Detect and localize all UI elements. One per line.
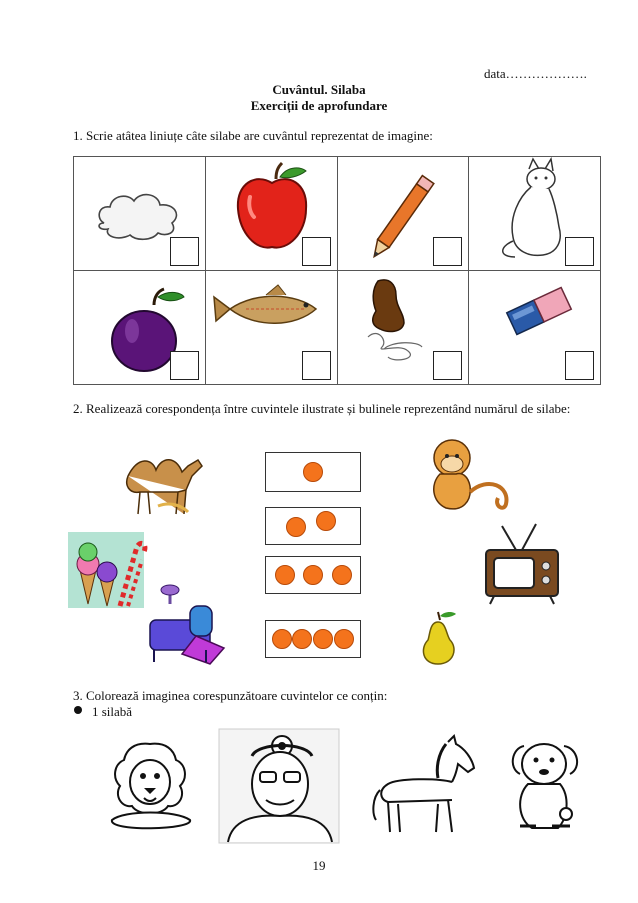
page-number: 19 — [312, 858, 326, 873]
pear-picture — [414, 608, 464, 666]
monkey-picture — [416, 436, 516, 516]
exercise-1-grid — [73, 156, 601, 385]
syllable-answer-box[interactable] — [170, 351, 199, 380]
syllable-answer-box[interactable] — [433, 237, 462, 266]
syllable-answer-box[interactable] — [565, 237, 594, 266]
horse-picture[interactable] — [368, 734, 480, 836]
syllable-dot — [303, 565, 323, 585]
syllable-answer-box[interactable] — [302, 237, 331, 266]
syllable-dot — [286, 517, 306, 537]
grid-cell-pencil — [337, 157, 469, 271]
worksheet-title: Cuvântul. Silaba — [272, 82, 366, 97]
worksheet-subtitle: Exerciții de aprofundare — [250, 98, 388, 113]
syllable-dot — [334, 629, 354, 649]
syllable-answer-box[interactable] — [565, 351, 594, 380]
exercise-2-instruction: 2. Realizează corespondența între cuvintele ilustrate și bulinele reprezentând numărul de silabe: — [73, 401, 571, 416]
grid-cell-apple — [205, 157, 337, 271]
grid-cell-plum — [74, 271, 206, 385]
syllable-dot — [313, 629, 333, 649]
exercise-1-instruction: 1. Scrie atâtea liniuțe câte silabe are cuvântul reprezentat de imagine: — [73, 128, 433, 143]
grid-cell-eraser — [469, 271, 601, 385]
doctor-picture[interactable] — [218, 728, 340, 844]
syllable-answer-box[interactable] — [170, 237, 199, 266]
tv-picture — [476, 520, 568, 606]
date-label: data………………. — [484, 66, 587, 81]
syllable-answer-box[interactable] — [302, 351, 331, 380]
syllable-dot — [272, 629, 292, 649]
syllable-dot — [303, 462, 323, 482]
bullet-label: 1 silabă — [92, 704, 133, 719]
syllable-dot — [316, 511, 336, 531]
dots-box-2 — [265, 507, 361, 545]
dots-box-3 — [265, 556, 361, 594]
dots-box-4 — [265, 620, 361, 658]
dog-picture[interactable] — [506, 736, 586, 836]
syllable-dot — [275, 565, 295, 585]
syllable-dot — [292, 629, 312, 649]
grid-cell-fish — [205, 271, 337, 385]
grid-cell-cat — [469, 157, 601, 271]
bullet-icon — [74, 706, 82, 714]
camel-picture — [118, 446, 206, 518]
lion-picture[interactable] — [104, 738, 196, 836]
dots-box-1 — [265, 452, 361, 492]
exercise-3-instruction: 3. Colorează imaginea corespunzătoare cuvintelor ce conțin: — [73, 688, 388, 703]
syllable-answer-box[interactable] — [433, 351, 462, 380]
ice-cream-and-candy-canes-picture — [66, 530, 148, 612]
syllable-dot — [332, 565, 352, 585]
grid-cell-nose — [337, 271, 469, 385]
grid-cell-cloud — [74, 157, 206, 271]
bed-picture — [140, 584, 228, 670]
